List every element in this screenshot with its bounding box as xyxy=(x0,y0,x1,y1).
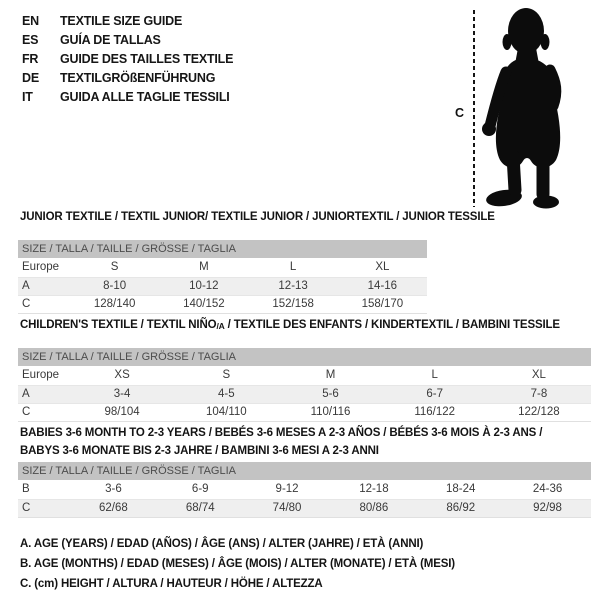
height-cell: 74/80 xyxy=(272,502,302,514)
title-line-1: BABIES 3-6 MONTH TO 2-3 YEARS / BEBÉS 3-6 MESES A 2-3 AÑOS / BÉBÉS 3-6 MOIS À 2-3 ANS / xyxy=(20,427,543,439)
height-cell: 98/104 xyxy=(104,406,140,418)
age-cell: 8-10 xyxy=(103,280,127,292)
lang-title: TEXTILGRÖßENFÜHRUNG xyxy=(60,71,216,85)
age-cell: 6-7 xyxy=(426,388,444,400)
height-cell: 68/74 xyxy=(185,502,215,514)
height-cell: 62/68 xyxy=(99,502,128,514)
height-cell: 92/98 xyxy=(533,502,562,514)
title-subscript: /A xyxy=(216,321,225,331)
table-row-age xyxy=(18,385,591,403)
age-cell: 12-13 xyxy=(278,280,308,292)
row-label: C xyxy=(22,502,31,514)
age-cell: 5-6 xyxy=(322,388,339,400)
table-row-height xyxy=(18,295,427,313)
children-size-table xyxy=(18,348,591,422)
table-row-height xyxy=(18,499,591,517)
children-table-title xyxy=(20,316,560,335)
legend-notes xyxy=(20,534,455,594)
row-label: C xyxy=(22,406,31,418)
height-measure-label: C xyxy=(455,106,465,120)
size-cell: S xyxy=(222,369,231,381)
size-cell: M xyxy=(325,369,336,381)
age-cell: 3-6 xyxy=(105,483,122,495)
junior-table-title: JUNIOR TEXTILE / TEXTIL JUNIOR/ TEXTILE JUNIOR / JUNIORTEXTIL / JUNIOR TESSILE xyxy=(20,211,495,223)
lang-code: FR xyxy=(22,52,39,66)
age-cell: 4-5 xyxy=(217,388,235,400)
size-cell: S xyxy=(110,261,119,273)
row-label: Europe xyxy=(22,261,60,273)
babies-table-title xyxy=(20,424,542,460)
row-label: A xyxy=(22,280,30,292)
height-cell: 86/92 xyxy=(446,502,476,514)
table-row-height xyxy=(18,403,591,421)
note-height-cm: C. (cm) HEIGHT / ALTURA / HAUTEUR / HÖHE / ALTEZZA xyxy=(20,578,323,590)
lang-title: GUIDA ALLE TAGLIE TESSILI xyxy=(60,90,230,104)
height-cell: 152/158 xyxy=(272,298,314,310)
age-cell: 7-8 xyxy=(530,388,548,400)
height-measure-dashed-line xyxy=(473,10,475,207)
size-header-bar: SIZE / TALLA / TAILLE / GRÖSSE / TAGLIA xyxy=(18,348,591,366)
age-cell: 24-36 xyxy=(532,483,563,495)
toddler-silhouette-icon xyxy=(480,0,600,220)
size-cell: L xyxy=(289,261,297,273)
note-age-months: B. AGE (MONTHS) / EDAD (MESES) / ÂGE (MOIS) / ALTER (MONATE) / ETÀ (MESI) xyxy=(20,558,455,570)
lang-title: GUÍA DE TALLAS xyxy=(60,33,161,47)
row-label: Europe xyxy=(22,369,60,381)
lang-row-it xyxy=(22,88,233,107)
height-cell: 104/110 xyxy=(205,406,247,418)
title-part: / TEXTILE DES ENFANTS / KINDERTEXTIL / BAMBINI TESSILE xyxy=(224,319,560,331)
age-cell: 14-16 xyxy=(367,280,398,292)
babies-size-table xyxy=(18,462,591,518)
title-part: CHILDREN'S TEXTILE / TEXTIL NIÑO xyxy=(20,319,217,331)
row-label: A xyxy=(22,388,30,400)
table-row-europe xyxy=(18,367,591,385)
age-cell: 3-4 xyxy=(113,388,131,400)
size-cell: XL xyxy=(531,369,546,381)
lang-code: ES xyxy=(22,33,39,47)
height-cell: 140/152 xyxy=(183,298,225,310)
title-line-2: BABYS 3-6 MONATE BIS 2-3 JAHRE / BAMBINI 3-6 MESI A 2-3 ANNI xyxy=(20,445,379,457)
language-title-list xyxy=(22,12,233,107)
lang-row-de xyxy=(22,69,233,88)
table-row-europe xyxy=(18,259,427,277)
age-cell: 18-24 xyxy=(446,483,476,495)
lang-title: GUIDE DES TAILLES TEXTILE xyxy=(60,52,234,66)
size-header-bar: SIZE / TALLA / TAILLE / GRÖSSE / TAGLIA xyxy=(18,462,591,480)
size-cell: M xyxy=(199,261,209,273)
row-label: C xyxy=(22,298,31,310)
note-age-years: A. AGE (YEARS) / EDAD (AÑOS) / ÂGE (ANS) / ALTER (JAHRE) / ETÀ (ANNI) xyxy=(20,538,424,550)
height-cell: 158/170 xyxy=(361,298,404,310)
lang-row-es xyxy=(22,31,233,50)
age-cell: 9-12 xyxy=(275,483,299,495)
size-cell: XL xyxy=(375,261,390,273)
height-cell: 128/140 xyxy=(93,298,136,310)
age-cell: 6-9 xyxy=(191,483,209,495)
lang-row-fr xyxy=(22,50,233,69)
lang-code: IT xyxy=(22,90,33,104)
lang-title: TEXTILE SIZE GUIDE xyxy=(60,14,183,28)
lang-code: DE xyxy=(22,71,39,85)
age-cell: 12-18 xyxy=(359,483,389,495)
height-cell: 110/116 xyxy=(310,406,351,418)
row-label: B xyxy=(22,483,30,495)
height-cell: 122/128 xyxy=(518,406,560,418)
size-header-bar: SIZE / TALLA / TAILLE / GRÖSSE / TAGLIA xyxy=(18,240,427,258)
junior-size-table xyxy=(18,240,427,314)
age-cell: 10-12 xyxy=(189,280,219,292)
size-cell: L xyxy=(431,369,438,381)
lang-code: EN xyxy=(22,14,39,28)
lang-row-en xyxy=(22,12,233,31)
height-cell: 116/122 xyxy=(414,406,456,418)
size-cell: XS xyxy=(114,369,130,381)
table-row-age-months xyxy=(18,481,591,499)
table-row-age xyxy=(18,277,427,295)
height-cell: 80/86 xyxy=(359,502,389,514)
